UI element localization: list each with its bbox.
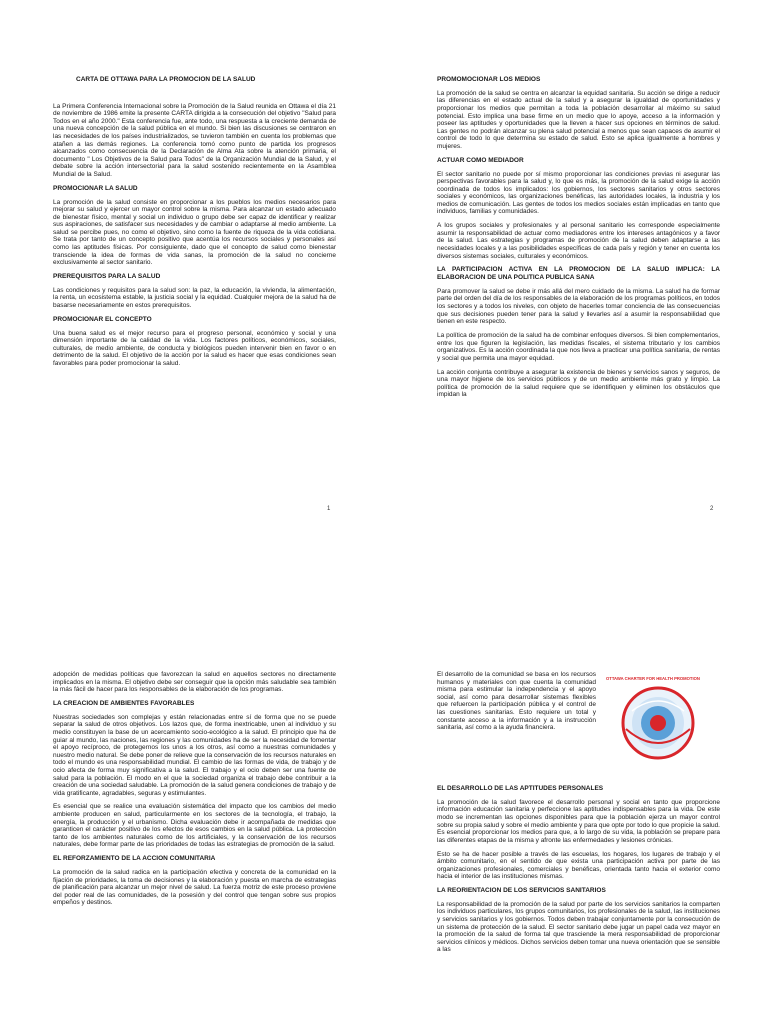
- page-2-column: [437, 76, 720, 405]
- paragraph-ambientes-2: Es esencial que se realice una evaluación sistemática del impacto que los cambios del medio ambiente producen en salud, particularmente en los sectores de la tecnología, el trabajo, la energía, la producción y el urbanismo. Dicha evaluación debe ir acompañada de medidas que garanticen el carácter positivo de los efectos de esos cambios en la salud pública. La protección tanto de los ambientes naturales como de los artificiales, y la conservación de los recursos naturales, debe formar parte de las prioridades de todas las estrategias de promoción de la salud.: [53, 803, 336, 849]
- page-3-column: [53, 671, 336, 1024]
- paragraph-participacion-1: Para promover la salud se debe ir más allá del mero cuidado de la misma. La salud ha de formar parte del orden del día de los responsables de la elaboración de los programas políticos, en todos los sectores y a todos los niveles, con objeto de hacerles tomar conciencia de las consecuencias que sus decisiones pueden tener para la salud y llevarles así a asumir la responsabilidad que tienen en este respecto.: [437, 287, 720, 326]
- heading-promocionar-concepto: PROMOCIONAR EL CONCEPTO: [53, 315, 152, 323]
- heading-prerequisitos: PREREQUISITOS PARA LA SALUD: [53, 273, 161, 281]
- ottawa-charter-logo: [602, 671, 720, 763]
- heading-reorientacion-servicios: LA REORIENTACION DE LOS SERVICIOS SANITARIOS: [437, 887, 606, 895]
- page-4-column: [437, 671, 720, 1024]
- paragraph-prerequisitos: Las condiciones y requisitos para la salud son: la paz, la educación, la vivienda, la alimentación, la renta, un ecosistema estable, la justicia social y la equidad. Cualquier mejora de la salud ha de basarse necesariamente en estos prerequisitos.: [53, 286, 336, 309]
- paragraph-continuation: adopción de medidas políticas que favorezcan la salud en aquellos sectores no directamente implicados en la misma. El objetivo debe ser conseguir que la opción más saludable sea también la más fácil de hacer para los responsables de la elaboración de los programas.: [53, 671, 336, 694]
- heading-participacion-activa: LA PARTICIPACION ACTIVA EN LA PROMOCION DE LA SALUD IMPLICA: LA ELABORACION DE UNA POLITICA PUBLICA SANA: [437, 266, 720, 281]
- page-number-1: 1: [327, 506, 331, 512]
- heading-actuar-mediador: ACTUAR COMO MEDIADOR: [437, 156, 524, 164]
- heading-aptitudes-personales: EL DESARROLLO DE LAS APTITUDES PERSONALES: [437, 785, 604, 792]
- paragraph-desarrollo-comunidad: El desarrollo de la comunidad se basa en los recursos humanos y materiales con que cuenta la comunidad misma para estimular la independencia y el apoyo social, así como para desarrollar sistemas flexibles que refuercen la participación pública y el control de las cuestiones sanitarias. Esto requiere un total y constante acceso a la información y a la instrucción sanitaria, así como a la ayuda financiera.: [437, 671, 596, 732]
- heading-promocionar-medios: PROMOMOCIONAR LOS MEDIOS: [437, 76, 541, 83]
- intro-paragraph: La Primera Conferencia Internacional sobre la Promoción de la Salud reunida en Ottawa el día 21 de noviembre de 1986 emite la presente CARTA dirigida a la consecución del objetivo "Salud para Todos en el año 2000." Esta conferencia fue, ante todo, una respuesta a la creciente demanda de una nueva concepción de la salud pública en el mundo. Si bien las discusiones se centraron en las necesidades de los países industrializados, se tuvieron también en cuenta los problemas que atañen a las demás regiones. La conferencia tomó como punto de partida los progresos alcanzados como consecuencia de la Declaración de Alma Ata sobre la atención primaria, el documento " Los Objetivos de la Salud para Todos" de la Organización Mundial de la Salud, y el debate sobre la acción intersectorial para la salud sostenido recientemente en la Asamblea Mundial de la Salud.: [53, 102, 336, 178]
- heading-accion-comunitaria: EL REFORZAMIENTO DE LA ACCION COMUNITARIA: [53, 855, 216, 863]
- paragraph-reorientacion: La responsabilidad de la promoción de la salud por parte de los servicios sanitarios la comparten los individuos particulares, los grupos comunitarios, los profesionales de la salud, las instituciones y servicios sanitarios y los gobiernos. Todos deben trabajar conjuntamente por la consecución de un sistema de protección de la salud. El sector sanitario debe jugar un papel cada vez mayor en la promoción de la salud de forma tal que trasciende la mera responsabilidad de proporcionar servicios clínicos y médicos. Dichos servicios deben tomar una nueva orientación que se sensible a las: [437, 900, 720, 954]
- figure-caption: OTTAWA CHARTER FOR HEALTH PROMOTION: [606, 676, 700, 681]
- paragraph-aptitudes-2: Esto se ha de hacer posible a través de las escuelas, los hogares, los lugares de trabajo y el ámbito comunitario, en el sentido de que exista una participación activa por parte de las organizaciones profesionales, comerciales y benéficas, orientada tanto hacia el exterior como hacia el interior de las instituciones mismas.: [437, 850, 720, 881]
- heading-ambientes-favorables: LA CREACION DE AMBIENTES FAVORABLES: [53, 699, 195, 707]
- paragraph-promocionar-concepto: Una buena salud es el mejor recurso para el progreso personal, económico y social y una dimensión importante de la calidad de la vida. Los factores políticos, económicos, sociales, culturales, de medio ambiente, de conducta y biológicos pueden intervenir bien en favor o en detrimento de la salud. El objetivo de la acción por la salud es hacer que esas condiciones sean favorables para poder promocionar la salud.: [53, 329, 336, 367]
- page-number-2: 2: [710, 506, 714, 512]
- paragraph-participacion-2: La política de promoción de la salud ha de combinar enfoques diversos. Si bien complementarios, entre los que figuren la legislación, las medidas fiscales, el sistema tributario y los cambios organizativos. Es la acción coordinada la que nos lleva a practicar una política sanitaria, de rentas y social que permita una mayor equidad.: [437, 331, 720, 362]
- paragraph-mediador-2: A los grupos sociales y profesionales y al personal sanitario les corresponde especialmente asumir la responsabilidad de actuar como mediadores entre los intereses antagónicos y a favor de la salud. Las estrategias y programas de promoción de la salud deben adaptarse a las necesidades locales y a las posibilidades específicas de cada país y región y tener en cuenta los diversos sistemas sociales, culturales y económicos.: [437, 222, 720, 260]
- community-figure-block: [437, 671, 720, 765]
- document-title: CARTA DE OTTAWA PARA LA PROMOCION DE LA SALUD: [76, 76, 256, 83]
- page-1-column: [53, 76, 336, 374]
- paragraph-promocionar-medios: La promoción de la salud se centra en alcanzar la equidad sanitaria. Su acción se dirige a reducir las diferencias en el estado actual de la salud y a asegurar la igualdad de oportunidades y proporcionar los medios que permitan a toda la población desarrollar al máximo su salud potencial. Esto implica una base firme en un medio que lo apoye, acceso a la información y poseer las aptitudes y oportunidades que la lleven a hacer sus opciones en términos de salud. Las gentes no podrán alcanzar su plena salud potencial a menos que sean capaces de asumir el control de todo lo que determina su estado de salud. Esto se aplica igualmente a hombres y mujeres.: [437, 89, 720, 150]
- paragraph-aptitudes-1: La promoción de la salud favorece el desarrollo personal y social en tanto que proporcione información educación sanitaria y perfeccione las aptitudes indispensables para la vida. De este modo se incrementan las opciones disponibles para que la población ejerza un mayor control sobre su propia salud y sobre el medio ambiente y para que opte por todo lo que propicie la salud. Es esencial proporcionar los medios para que, a lo largo de su vida, la población se prepare para las diferentes etapas de la misma y afronte las enfermedades y lesiones crónicas.: [437, 798, 720, 844]
- paragraph-participacion-3: La acción conjunta contribuye a asegurar la existencia de bienes y servicios sanos y seguros, de una mayor higiene de los servicios públicos y de un medio ambiente más grato y limpio. La política de promoción de la salud requiere que se identifiquen y eliminen los obstáculos que impidan la: [437, 368, 720, 399]
- heading-promocionar-salud: PROMOCIONAR LA SALUD: [53, 184, 138, 192]
- paragraph-ambientes-1: Nuestras sociedades son complejas y están relacionadas entre sí de forma que no se puede separar la salud de otros objetivos. Los lazos que, de forma inextricable, unen al individuo y su medio constituyen la base de un acercamiento socio-ecológico a la salud. El principio que ha de guiar al mundo, las naciones, las regiones y las comunidades ha de ser la necesidad de fomentar el apoyo recíproco, de protegernos los unos a los otros, así como a nuestras comunidades y nuestro medio natural. Se debe poner de relieve que la conservación de los recursos naturales en todo el mundo es una responsabilidad mundial. El cambio de las formas de vida, de trabajo y de ocio afecta de forma muy significativa a la salud. El trabajo y el ocio deben ser una fuente de salud para la población. El modo en el que la sociedad organiza el trabajo debe contribuir a la creación de una sociedad saludable. La promoción de la salud genera condiciones de trabajo y de vida gratificante, agradables, seguras y estimulantes.: [53, 713, 336, 797]
- ottawa-charter-figure: [602, 671, 720, 763]
- paragraph-accion-comunitaria: La promoción de la salud radica en la participación efectiva y concreta de la comunidad en la fijación de prioridades, la toma de decisiones y la elaboración y puesta en marcha de estrategias de planificación para alcanzar un mejor nivel de salud. La fuerza motriz de este proceso proviene del poder real de las comunidades, de la posesión y del control que tengan sobre sus propios empeños y destinos.: [53, 869, 336, 907]
- paragraph-promocionar-salud: La promoción de la salud consiste en proporcionar a los pueblos los medios necesarios para mejorar su salud y ejercer un mayor control sobre la misma. Para alcanzar un estado adecuado de bienestar físico, mental y social un individuo o grupo debe ser capaz de identificar y realizar sus aspiraciones, de satisfacer sus necesidades y de cambiar o adaptarse al medio ambiente. La salud se percibe pues, no como el objetivo, sino como la fuente de riqueza de la vida cotidiana. Se trata por tanto de un concepto positivo que acentúa los recursos sociales y personales así como las aptitudes físicas. Por consiguiente, dado que el concepto de salud como bienestar transciende la idea de formas de vida sanas, la promoción de la salud no concierne exclusivamente al sector sanitario.: [53, 198, 336, 267]
- paragraph-mediador-1: El sector sanitario no puede por sí mismo proporcionar las condiciones previas ni asegurar las perspectivas favorables para la salud y, lo que es más, la promoción de la salud exige la acción coordinada de todos los implicados: los gobiernos, los sectores sanitarios y otros sectores sociales y económicos, las organizaciones benéficas, las autoridades locales, la industria y los medios de comunicación. Las gentes de todos los medios sociales están implicadas en tanto que individuos, familias y comunidades.: [437, 170, 720, 216]
